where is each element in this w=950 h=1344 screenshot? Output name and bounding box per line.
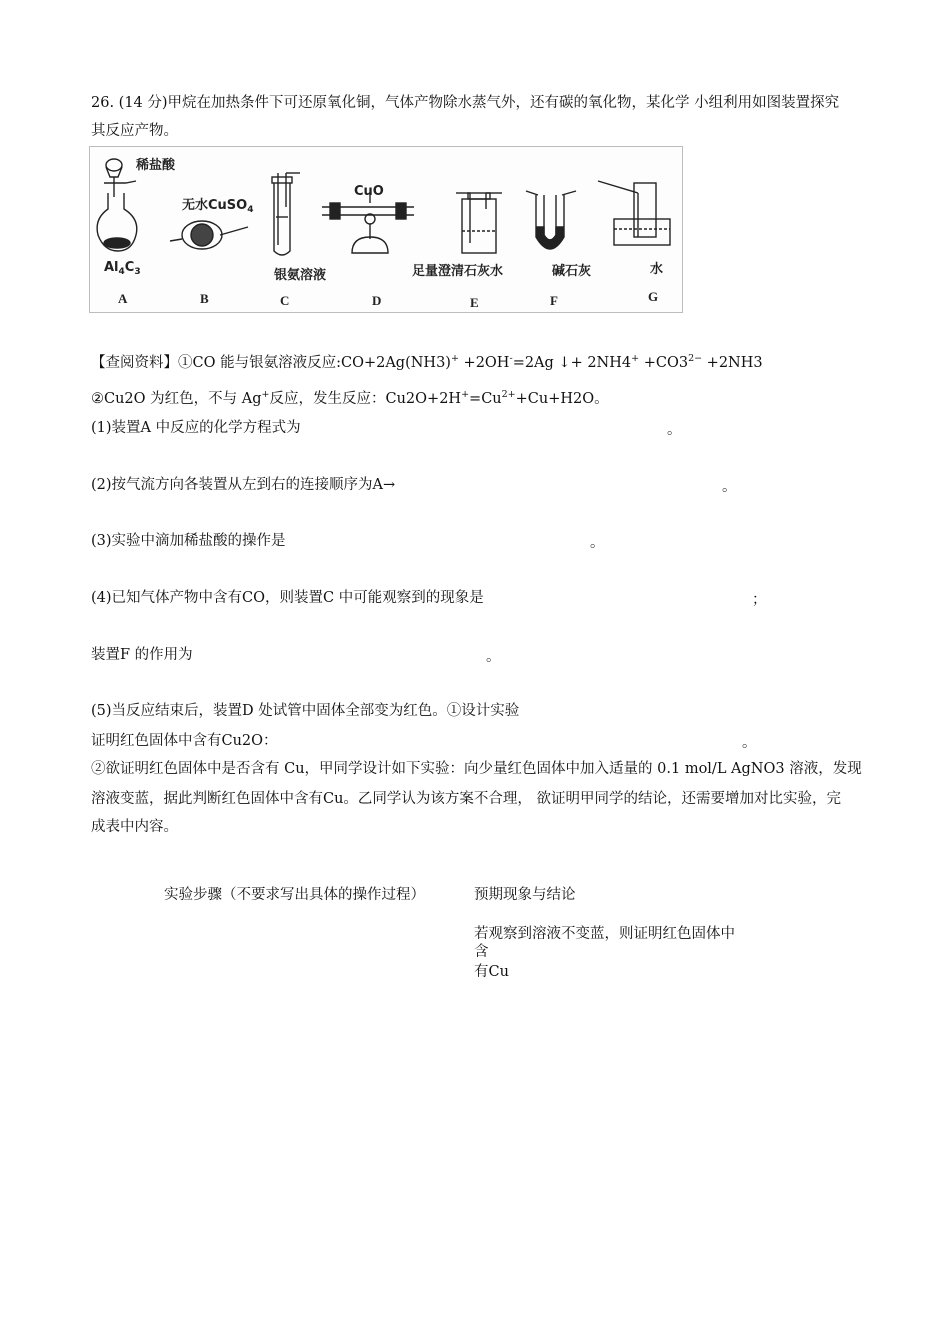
figure-letter-a: A [118,291,128,306]
figure-label-b: 无水CuSO [182,198,248,213]
svg-text:Al4C3 [104,260,141,277]
q5b-end-period: 。 [742,735,757,751]
figure-label-acid: 稀盐酸 [136,158,176,173]
q5c-line3: 成表中内容。 [91,819,178,835]
figure-label-f: 碱石灰 [552,264,592,279]
figure-label-d: CuO [354,184,384,199]
reference-l1-c: =2Ag ↓+ 2NH4 [512,355,632,371]
figure-letter-c: C [280,293,290,308]
figure-letter-e: E [470,295,479,310]
figure-letter-d: D [372,293,382,308]
figure-letter-f: F [550,293,558,308]
q1-text: (1)装置A 中反应的化学方程式为 [91,420,301,436]
figure-letter-b: B [200,291,209,306]
reference-l1-b: +2OH [458,355,510,371]
reference-l2-sup3: 2+ [501,389,516,400]
reference-l2-a: ②Cu2O 为红色，不与 Ag [91,391,262,407]
apparatus-g-water-trough-icon [598,181,670,245]
reference-l1-a: 【查阅资料】①CO 能与银氨溶液反应:CO+2Ag(NH3) [91,355,451,371]
apparatus-d-heated-tube-icon [322,193,414,253]
table-result-line1: 若观察到溶液不变蓝，则证明红色固体中 [474,926,735,942]
svg-text:无水CuSO4 [182,197,253,215]
reference-l2-d: +Cu+H2O。 [515,391,609,407]
question-intro-line1: 26. (14 分)甲烷在加热条件下可还原氧化铜，气体产物除水蒸气外，还有碳的氧化物，某化学 小组利用如图装置探究 [91,95,840,111]
figure-label-a-sub1: 4 [118,267,125,277]
reference-l1-sup1: + [450,353,459,364]
q5-text: (5)当反应结束后，装置D 处试管中固体全部变为红色。①设计实验 [91,703,520,719]
question-intro-line2: 其反应产物。 [91,123,178,139]
apparatus-f-u-tube-icon [526,191,576,249]
figure-label-b-sub: 4 [247,205,254,215]
apparatus-b-drying-tube-icon [170,221,248,249]
apparatus-a-flask-icon [97,159,137,251]
q2-text: (2)按气流方向各装置从左到右的连接顺序为A→ [91,477,396,493]
reference-l2-sup1: + [261,389,270,400]
q5c-line2: 溶液变蓝，据此判断红色固体中含有Cu。乙同学认为该方案不合理， 欲证明甲同学的结论，还需要增加对比实验，完 [91,791,842,807]
q3-text: (3)实验中滴加稀盐酸的操作是 [91,533,286,549]
reference-l2-b: 反应，发生反应：Cu2O+2H [269,391,462,407]
table-result-line2: 含 [474,944,489,960]
figure-label-c: 银氨溶液 [274,268,327,283]
table-header-result: 预期现象与结论 [474,887,576,903]
apparatus-figure [89,146,683,313]
reference-l1-d: +CO3 [639,355,689,371]
reference-l1-sup2: - [509,353,513,364]
reference-l1-e: +2NH3 [702,355,763,371]
figure-label-a-sub2: 3 [134,267,141,277]
apparatus-e-wash-bottle-icon [456,193,502,253]
q5c-line1: ②欲证明红色固体中是否含有 Cu，甲同学设计如下实验：向少量红色固体中加入适量的 0.1 mol/L AgNO3 溶液，发现 [91,761,862,777]
q4b-end-period: 。 [486,649,501,665]
reference-l1-sup4: 2− [688,353,703,364]
q3-end-period: 。 [590,535,605,551]
figure-label-a-al: Al [104,260,119,275]
reference-l1-sup3: + [631,353,640,364]
table-header-steps: 实验步骤（不要求写出具体的操作过程） [164,887,425,903]
figure-label-e: 足量澄清石灰水 [412,264,504,279]
q1-end-period: 。 [667,422,682,438]
q5b-text: 证明红色固体中含有Cu2O： [91,733,278,749]
q2-end-period: 。 [722,479,737,495]
figure-label-g: 水 [650,262,664,277]
q4b-text: 装置F 的作用为 [91,647,193,663]
table-result-line3: 有Cu [474,964,509,980]
figure-label-a-c: C [124,260,135,275]
q4-end-semicolon: ； [752,592,767,608]
reference-line1 [91,353,763,373]
reference-line2 [91,389,609,409]
q4-text: (4)已知气体产物中含有CO，则装置C 中可能观察到的现象是 [91,590,484,606]
reference-l2-sup2: + [461,389,470,400]
apparatus-c-test-tube-icon [272,173,300,255]
figure-letter-g: G [648,289,659,304]
reference-l2-c: =Cu [469,391,502,407]
